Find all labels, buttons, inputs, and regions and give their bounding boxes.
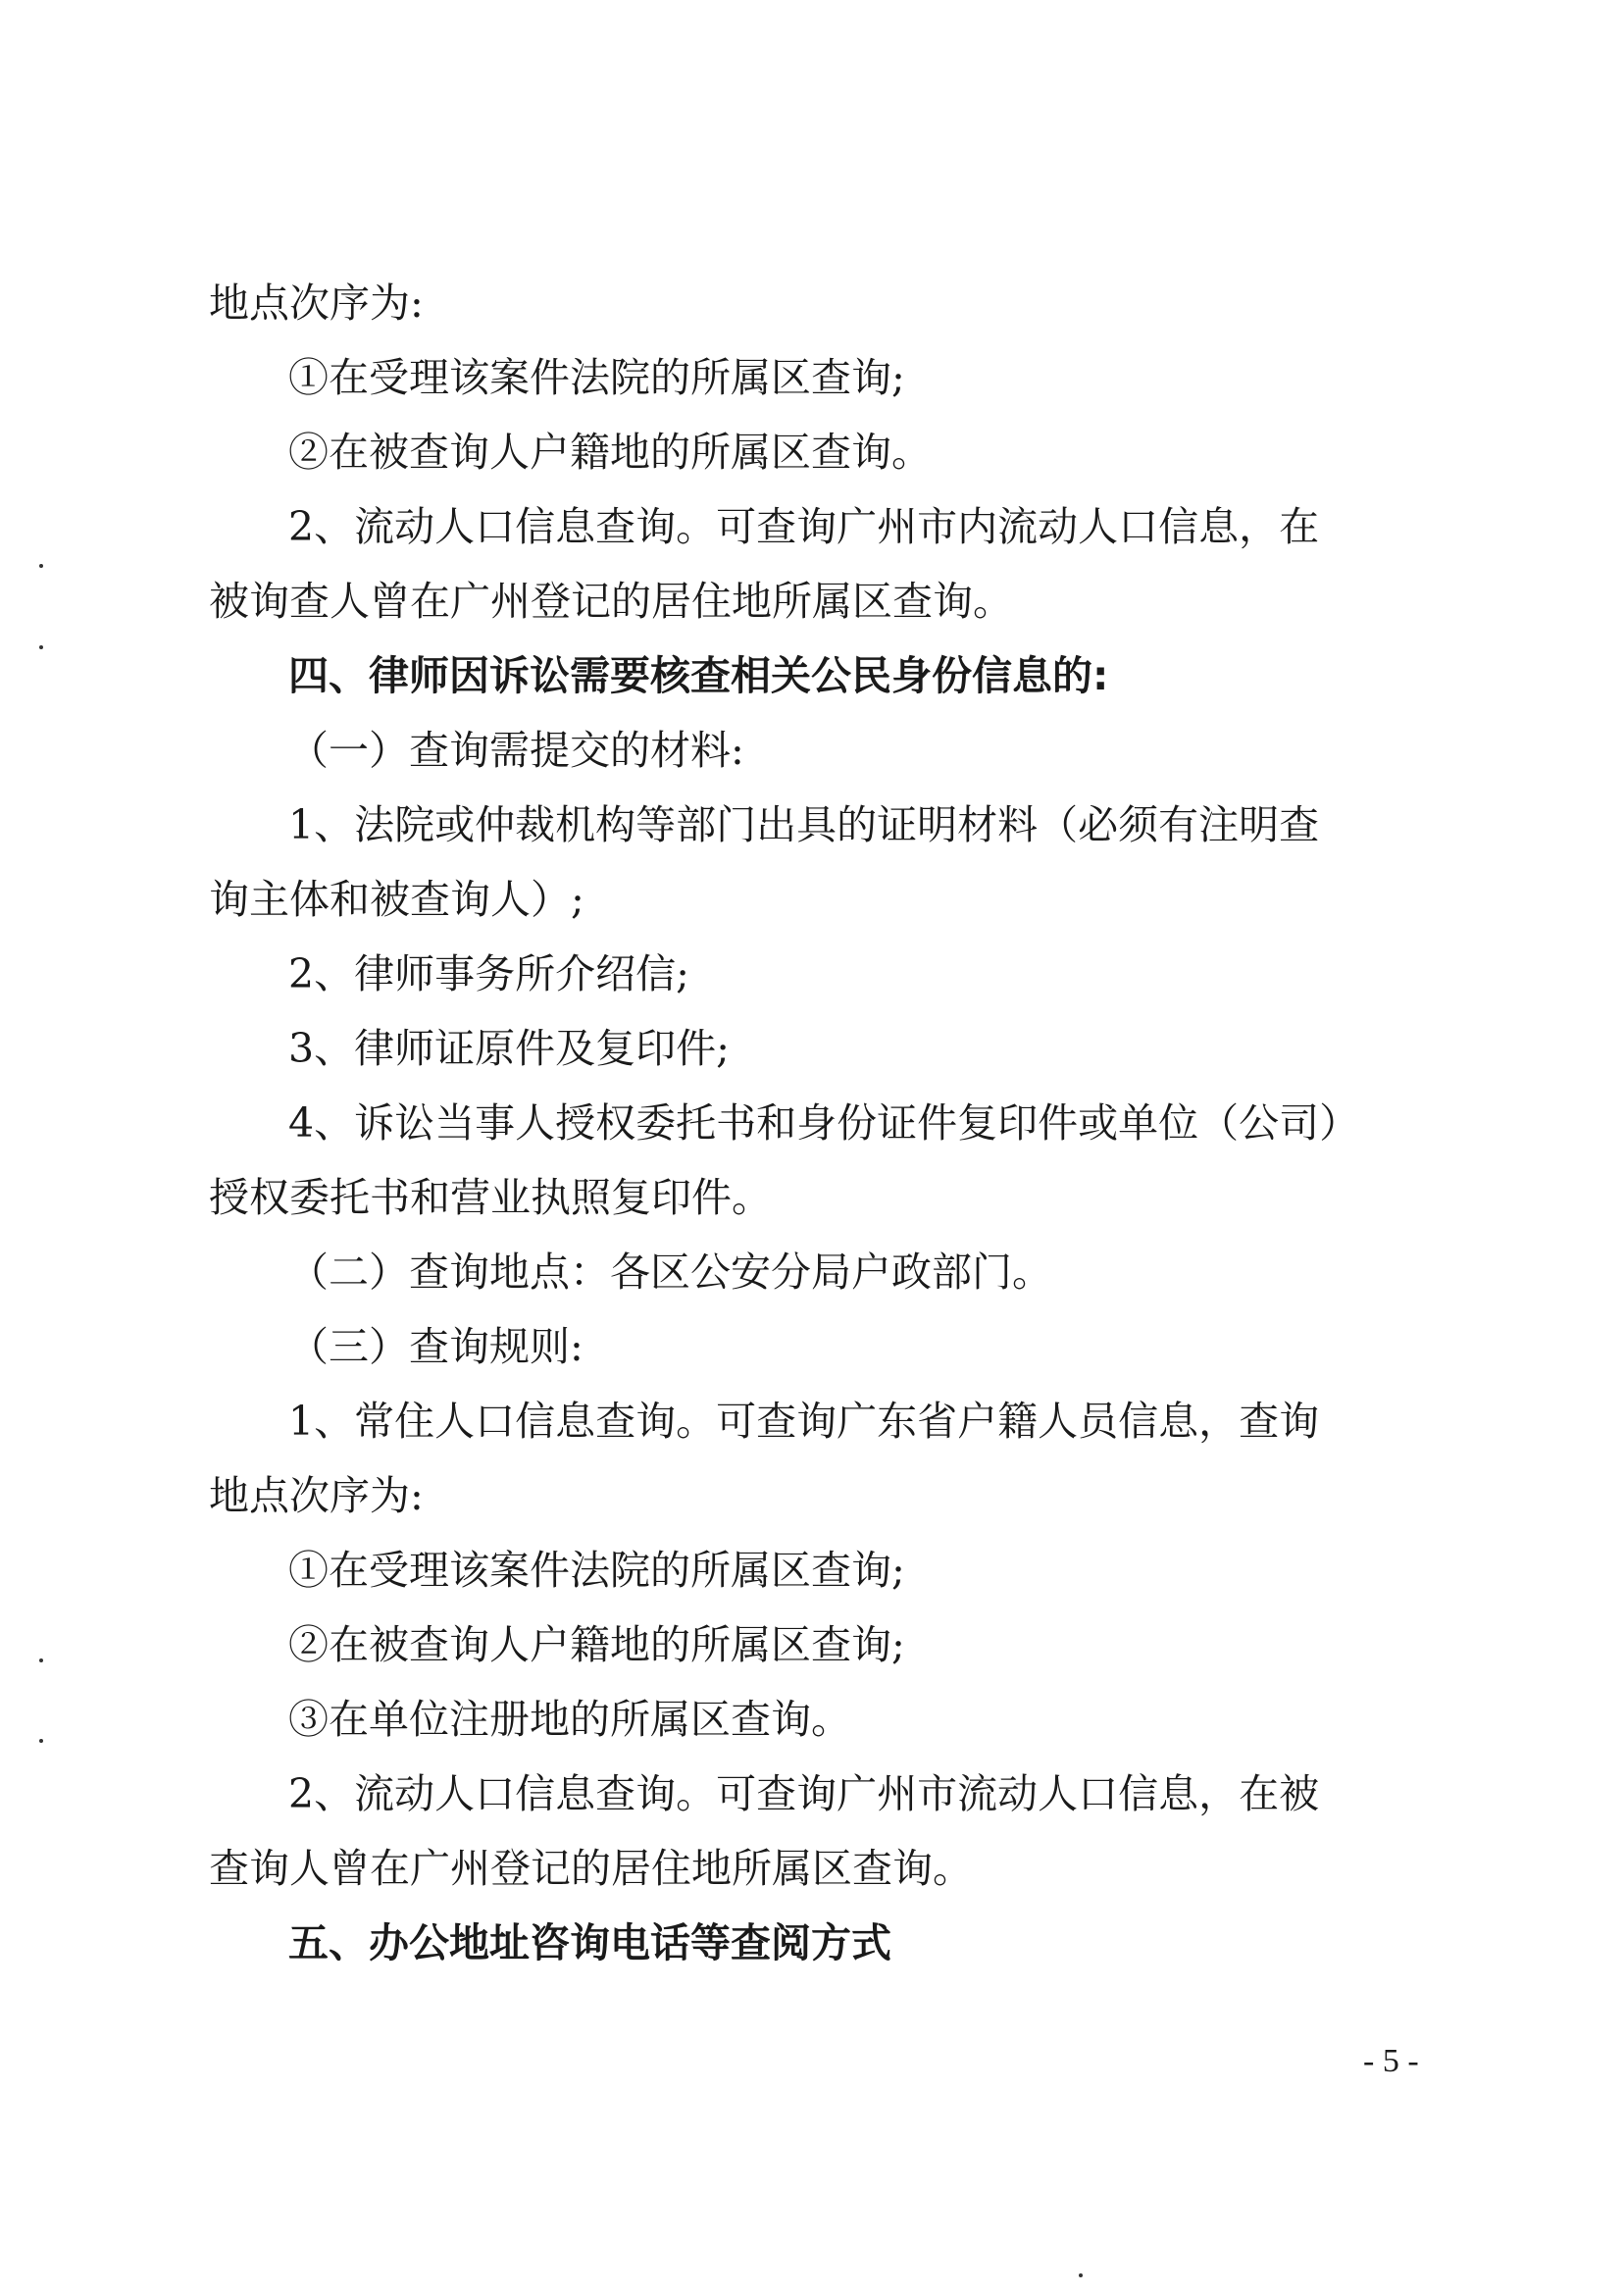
text-line: 3、律师证原件及复印件; (288, 1025, 730, 1072)
text-line: （三）查询规则: (288, 1323, 584, 1370)
text-line: 地点次序为: (209, 1472, 424, 1519)
text-line: （二）查询地点：各区公安分局户政部门。 (288, 1249, 1052, 1296)
text-line: 1、法院或仲裁机构等部门出具的证明材料（必须有注明查 (288, 801, 1320, 848)
scan-mark-dot (39, 1739, 43, 1743)
section-heading: 五、办公地址咨询电话等查阅方式 (288, 1919, 891, 1966)
text-line: 授权委托书和营业执照复印件。 (209, 1174, 772, 1221)
scan-mark-dot (39, 564, 43, 568)
text-line: ①在受理该案件法院的所属区查询; (288, 1547, 905, 1594)
text-line: 地点次序为: (209, 280, 424, 327)
text-line: 4、诉讼当事人授权委托书和身份证件复印件或单位（公司） (288, 1099, 1360, 1147)
text-line: ②在被查询人户籍地的所属区查询。 (288, 429, 932, 476)
text-line: ①在受理该案件法院的所属区查询; (288, 354, 905, 401)
text-line: 2、律师事务所介绍信; (288, 950, 689, 997)
scan-mark-dot (1079, 2273, 1083, 2277)
text-line: 询主体和被查询人）; (209, 876, 584, 923)
text-line: 被询查人曾在广州登记的居住地所属区查询。 (209, 578, 1013, 625)
text-line: 2、流动人口信息查询。可查询广州市内流动人口信息，在 (288, 503, 1320, 550)
text-line: 2、流动人口信息查询。可查询广州市流动人口信息，在被 (288, 1770, 1320, 1817)
text-line: 查询人曾在广州登记的居住地所属区查询。 (209, 1845, 973, 1892)
text-line: 1、常住人口信息查询。可查询广东省户籍人员信息，查询 (288, 1398, 1320, 1445)
scan-mark-dot (39, 1658, 43, 1662)
section-heading: 四、律师因诉讼需要核查相关公民身份信息的: (288, 652, 1109, 699)
text-line: ②在被查询人户籍地的所属区查询; (288, 1621, 905, 1668)
text-line: （一）查询需提交的材料: (288, 727, 744, 774)
scan-mark-dot (39, 645, 43, 649)
page-number: - 5 - (1363, 2043, 1419, 2079)
text-line: ③在单位注册地的所属区查询。 (288, 1696, 851, 1743)
